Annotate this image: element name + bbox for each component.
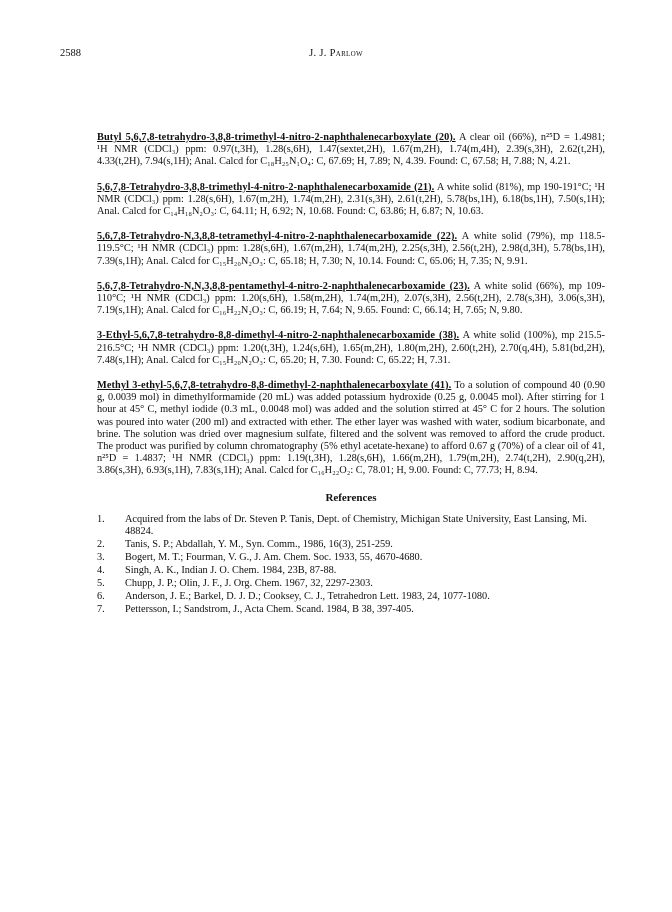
compound-entry-22 <box>97 231 605 268</box>
reference-number: 6. <box>97 590 105 602</box>
reference-number: 7. <box>97 603 105 615</box>
reference-item <box>97 552 605 564</box>
reference-item <box>97 565 605 577</box>
reference-text: Singh, A. K., Indian J. O. Chem. 1984, 23B, 87-88. <box>125 564 337 576</box>
running-title: J. J. Parlow <box>309 48 363 59</box>
reference-item <box>97 604 605 616</box>
reference-number: 4. <box>97 564 105 576</box>
reference-item <box>97 539 605 551</box>
reference-number: 1. <box>97 513 105 525</box>
compound-entry-20 <box>97 132 605 169</box>
compound-title: 5,6,7,8-Tetrahydro-N,3,8,8-tetramethyl-4-nitro-2-naphthalenecarboxamide (22). <box>97 231 458 243</box>
reference-text: Chupp, J. P.; Olin, J. F., J. Org. Chem. 1967, 32, 2297-2303. <box>125 577 373 589</box>
reference-item <box>97 591 605 603</box>
reference-number: 3. <box>97 551 105 563</box>
compound-entry-21 <box>97 182 605 219</box>
compound-title: 3-Ethyl-5,6,7,8-tetrahydro-8,8-dimethyl-4-nitro-2-naphthalenecarboxamide (38). <box>97 330 460 342</box>
compound-title: Methyl 3-ethyl-5,6,7,8-tetrahydro-8,8-dimethyl-2-naphthalenecarboxylate (41). <box>97 380 452 392</box>
compound-title: 5,6,7,8-Tetrahydro-N,N,3,8,8-pentamethyl-4-nitro-2-naphthalenecarboxamide (23). <box>97 280 470 292</box>
compound-text: A white solid (66%), mp 109-110°C; ¹H NMR (CDCl₃) ppm: 1.20(s,6H), 1.58(m,2H), 1.74(m,2H), 2.07(s,3H), 2.56(t,2H), 2.78(s,3H), 3.06(s,3H), 7.19(s,1H); Anal. Calcd for C₁₆H₂₂N₂O₃: C, 66.19; H, 7.64; N, 9.65. Found: C, 66.14; H, 7.65; N, 9.80. <box>97 280 605 317</box>
reference-text: Acquired from the labs of Dr. Steven P. Tanis, Dept. of Chemistry, Michigan State University, East Lansing, Mi. 48824. <box>125 513 587 537</box>
page-body <box>97 132 605 617</box>
compound-text: A white solid (79%), mp 118.5-119.5°C; ¹H NMR (CDCl₃) ppm: 1.28(s,6H), 1.67(m,2H), 1.74(m,2H), 2.25(s,3H), 2.56(t,2H), 2.98(d,3H), 5.78(bs,1H), 7.39(s,1H); Anal. Calcd for C₁₅H₂₀N₂O₃: C, 65.18; H, 7.30; N, 10.14. Found: C, 65.06; H, 7.35; N, 9.91. <box>97 231 605 267</box>
compound-text: To a solution of compound 40 (0.90 g, 0.0039 mol) in dimethylformamide (20 mL) was added potassium hydroxide (0.25 g, 0.0045 mol). After stirring for 1 hour at 45° C, methyl iodide (0.3 mL, 0.0048 mol) was added and the solution stirred at 45° C for 2 hours. The solution was poured into water (200 ml) and extracted with ether. The ether layer was washed with water, sodium bicarbonate, and brine. The solution was dried over magnesium sulfate, filtered and the solvent was removed to afford the crude product. The product was purified by column chromatography (5% ethyl acetate-hexane) to afford 0.67 g (70%) of a clear oil of 41, n²⁵D = 1.4837; ¹H NMR (CDCl₃) ppm: 1.19(t,3H), 1.28(s,6H), 1.66(m,2H), 1.79(m,2H), 2.74(t,2H), 2.90(q,2H), 3.86(s,3H), 6.93(s,1H), 7.83(s,1H); Anal. Calcd for C₁₆H₂₂O₂: C, 78.01; H, 9.00. Found: C, 77.73; H, 8.94. <box>97 380 605 477</box>
references-heading: References <box>325 491 377 504</box>
compound-title: 5,6,7,8-Tetrahydro-3,8,8-trimethyl-4-nitro-2-naphthalenecarboxamide (21). <box>97 181 435 193</box>
compound-entry-41 <box>97 380 605 478</box>
reference-text: Pettersson, I.; Sandstrom, J., Acta Chem. Scand. 1984, B 38, 397-405. <box>125 603 414 615</box>
compound-title: Butyl 5,6,7,8-tetrahydro-3,8,8-trimethyl-4-nitro-2-naphthalenecarboxylate (20). <box>97 132 456 143</box>
compound-entry-23 <box>97 281 605 318</box>
reference-item <box>97 578 605 590</box>
compound-text: A white solid (100%), mp 215.5-216.5°C; ¹H NMR (CDCl₃) ppm: 1.20(t,3H), 1.24(s,6H), 1.65(m,2H), 1.80(m,2H), 2.60(t,2H), 2.70(q,4H), 5.81(bd,2H), 7.48(s,1H); Anal. Calcd for C₁₅H₂₀N₂O₃: C, 65.20; H, 7.30. Found: C, 65.22; H, 7.31. <box>97 330 605 366</box>
reference-number: 5. <box>97 577 105 589</box>
page-number: 2588 <box>60 48 81 59</box>
reference-number: 2. <box>97 538 105 550</box>
compound-entry-38 <box>97 330 605 367</box>
page-header <box>0 48 672 64</box>
references-list <box>97 514 605 616</box>
reference-text: Tanis, S. P.; Abdallah, Y. M., Syn. Comm., 1986, 16(3), 251-259. <box>125 538 393 550</box>
reference-item <box>97 514 605 538</box>
compound-text: A clear oil (66%), n²⁵D = 1.4981; ¹H NMR (CDCl₃) ppm: 0.97(t,3H), 1.28(s,6H), 1.47(sextet,2H), 1.67(m,2H), 1.74(m,4H), 2.39(s,3H), 2.62(t,2H), 4.33(t,2H), 7.94(s,1H); Anal. Calcd for C₁₈H₂₅N₁O₄: C, 67.69; H, 7.89; N, 4.39. Found: C, 67.58; H, 7.88; N, 4.21. <box>97 132 605 168</box>
compound-text: A white solid (81%), mp 190-191°C; ¹H NMR (CDCl₃) ppm: 1.28(s,6H), 1.67(m,2H), 1.74(m,2H), 2.31(s,3H), 2.61(t,2H), 5.78(bs,1H), 6.18(bs,1H), 7.50(s,1H); Anal. Calcd for C₁₄H₁₈N₂O₃: C, 64.11; H, 6.92; N, 10.68. Found: C, 63.86; H, 6.87; N, 10.63. <box>97 181 605 218</box>
reference-text: Anderson, J. E.; Barkel, D. J. D.; Cooksey, C. J., Tetrahedron Lett. 1983, 24, 1077-1080. <box>125 590 490 602</box>
reference-text: Bogert, M. T.; Fourman, V. G., J. Am. Chem. Soc. 1933, 55, 4670-4680. <box>125 551 423 563</box>
